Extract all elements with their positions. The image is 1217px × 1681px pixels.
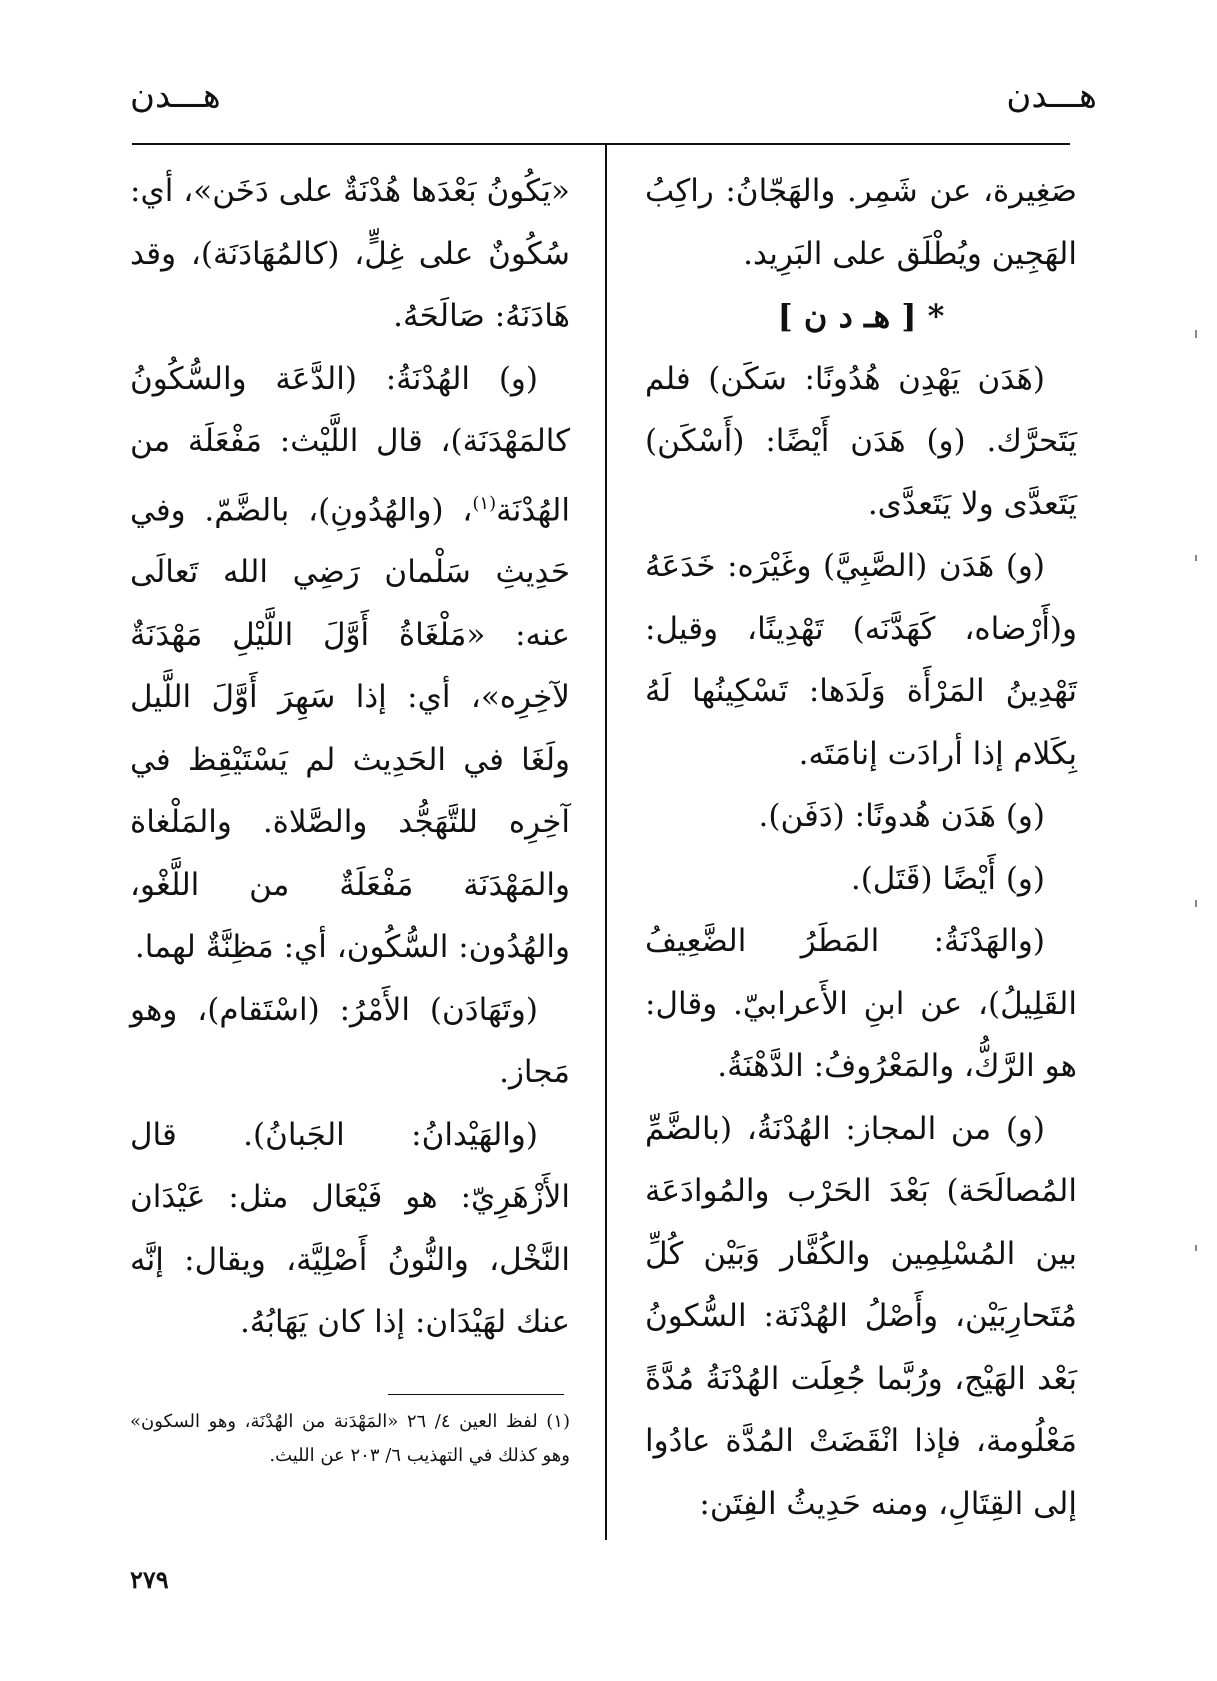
footnote-reference[interactable]: (١) bbox=[472, 492, 497, 514]
entry-heading: * [ هـ د ن ] bbox=[777, 297, 945, 335]
paragraph: (والهَدْنَةُ: المَطَرُ الضَّعِيفُ القَلِيلُ)، عن ابنِ الأَعرابيّ. وقال: هو الرَّكُّ، والمَعْرُوفُ: الدَّهْنَةُ. bbox=[645, 923, 1077, 1084]
scan-artifact bbox=[1195, 330, 1197, 338]
footnote: (١) لفظ العين ٤/ ٢٦ «المَهْدَنة من الهُدْنَة، وهو السكون» وهو كذلك في التهذيب ٦/ ٢٠٣ عن الليث. bbox=[130, 1411, 570, 1466]
paragraph: (و) هَدَن (الصَّبِيَّ) وغَيْرَه: خَدَعَهُ و(أَرْضاه، كَهَدَّنَه) تَهْدِينًا، وقيل: تَهْدِينُ المَرْأَة وَلَدَها: تَسْكِينُها لَهُ بِكَلام إذا أرادَت إنامَتَه. bbox=[645, 548, 1077, 772]
running-header-right: هـــدن bbox=[1006, 76, 1097, 116]
scan-artifact bbox=[1195, 900, 1197, 907]
left-column bbox=[130, 160, 570, 1354]
paragraph: (هَدَن يَهْدِن هُدُونًا: سَكَن) فلم يَتَحرَّك. (و) هَدَن أَيْضًا: (أَسْكَن) يَتَعدَّى ولا يَتَعدَّى. bbox=[645, 360, 1077, 522]
paragraph: (و) من المجاز: الهُدْنَةُ، (بالضَّمِّ المُصالَحَة) بَعْدَ الحَرْب والمُوادَعَة بين المُسْلِمِين والكُفَّار وَبَيْن كُلِّ مُتَحارِبَيْن، وأَصْلُ الهُدْنَة: السُّكونُ بَعْد الهَيْج، ورُبَّما جُعِلَت الهُدْنَةُ مُدَّةً مَعْلُومة، فإذا انْقَضَتْ المُدَّة عادُوا إلى القِتَالِ، ومنه حَدِيثُ الفِتَن: bbox=[645, 1110, 1077, 1522]
header-rule bbox=[132, 143, 1070, 145]
paragraph: (وتَهَادَن) الأَمْرُ: (اسْتَقام)، وهو مَجاز. bbox=[130, 991, 570, 1091]
column-divider bbox=[605, 145, 607, 1540]
paragraph: صَغِيرة، عن شَمِر. والهَجّانُ: راكِبُ الهَجِين ويُطْلَق على البَرِيد. bbox=[645, 173, 1077, 272]
paragraph: (والهَيْدانُ: الجَبانُ). قال الأَزْهَرِيّ: هو فَيْعَال مثل: عَيْدَان النَّخْل، والنُّونُ أَصْلِيَّة، ويقال: إنَّه عنك لهَيْدَان: إذا كان يَهَابُهُ. bbox=[130, 1116, 570, 1341]
scan-artifact bbox=[1195, 555, 1197, 561]
paragraph-text: (و) الهُدْنَةُ: (الدَّعَة والسُّكُونُ كالمَهْدَنَة)، قال اللَّيْث: مَفْعَلَة من الهُدْنَة bbox=[130, 360, 570, 528]
page-number: ٢٧٩ bbox=[130, 1565, 169, 1594]
footnote-rule bbox=[388, 1394, 564, 1395]
paragraph bbox=[130, 348, 570, 979]
running-header-left: هـــدن bbox=[130, 76, 221, 116]
paragraph-text: ، (والهُدُونِ)، بالضَّمّ. وفي حَدِيثِ سَلْمان رَضِي الله تَعالَى عنه: «مَلْغَاةُ أَوَّلَ اللَّيْلِ مَهْدَنَةٌ لآخِرِه»، أي: إذا سَهِرَ أَوَّلَ اللَّيل ولَغَا في الحَدِيث لم يَسْتَيْقِظ في آخِرِه للتَّهَجُّد والصَّلاة. والمَلْغاة والمَهْدَنَة مَفْعَلَةٌ من اللَّغْو، والهُدُون: السُّكُون، أي: مَظِنَّةٌ لهما. bbox=[130, 491, 570, 966]
right-column bbox=[645, 160, 1077, 1535]
scan-artifact bbox=[1195, 1245, 1197, 1251]
paragraph: «يَكُونُ بَعْدَها هُدْنَةٌ على دَخَن»، أي: سُكُونٌ على غِلٍّ، (كالمُهَادَنَة)، وقد هَادَنَهُ: صَالَحَهُ. bbox=[130, 173, 570, 334]
paragraph: (و) هَدَن هُدونًا: (دَفَن). bbox=[758, 798, 1045, 834]
paragraph: (و) أَيْضًا (قَتَل). bbox=[850, 860, 1045, 897]
